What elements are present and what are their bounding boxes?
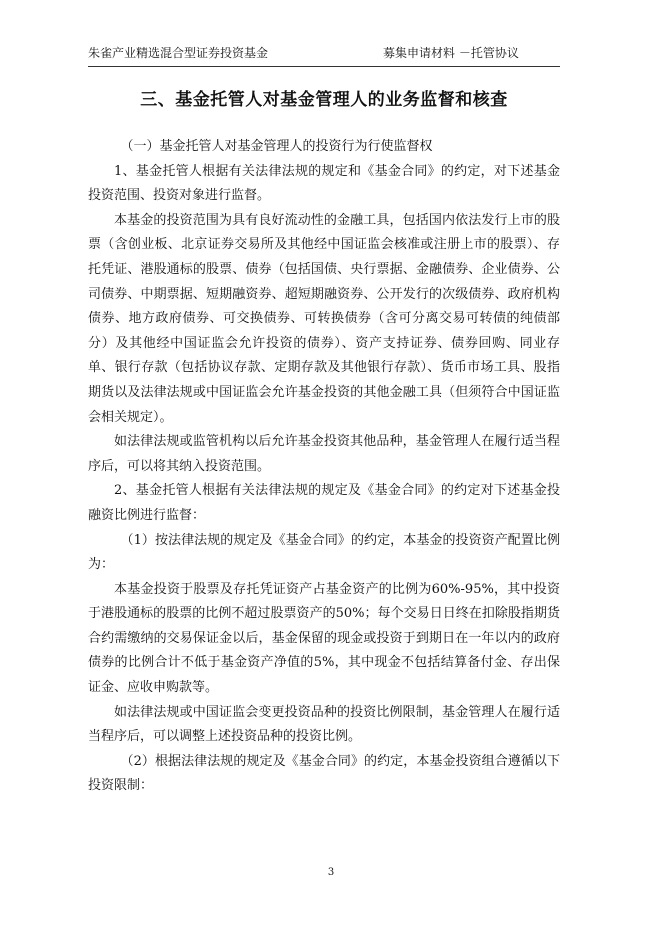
document-body [88,135,560,799]
paragraph-investment-scope-supervision: 1、基金托管人根据有关法律法规的规定和《基金合同》的约定，对下述基金投资范围、投资对象进行监督。 [88,163,560,204]
paragraph-investment-restrictions: （2）根据法律法规的规定及《基金合同》的约定，本基金投资组合遵循以下投资限制： [88,753,560,794]
paragraph-supervision-heading: （一）基金托管人对基金管理人的投资行为行使监督权 [120,139,433,154]
header-fund-name: 朱雀产业精选混合型证券投资基金 [88,46,269,60]
page-number: 3 [327,867,335,878]
header-document-type: 募集申请材料 －托管协议 [383,46,519,60]
paragraph-new-products: 如法律法规或监管机构以后允许基金投资其他品种，基金管理人在履行适当程序后，可以将其纳入投资范围。 [88,434,560,474]
paragraph-ratio-adjustment: 如法律法规或中国证监会变更投资品种的投资比例限制，基金管理人在履行适当程序后，可以调整上述投资品种的投资比例。 [88,704,560,745]
paragraph-allocation-ratio: 本基金投资于股票及存托凭证资产占基金资产的比例为60%-95%，其中投资于港股通标的股票的比例不超过股票资产的50%；每个交易日日终在扣除股指期货合约需缴纳的交易保证金以后，基金保留的现金或投资于到期日在一年以内的政府债券的比例合计不低于基金资产净值的5%，其中现金不包括结算备付金、存出保证金、应收申购款等。 [88,581,560,696]
paragraph-ratio-supervision: 2、基金托管人根据有关法律法规的规定及《基金合同》的约定对下述基金投融资比例进行监督： [88,483,560,523]
section-title: 三、基金托管人对基金管理人的业务监督和核查 [140,90,508,110]
paragraph-allocation-heading: （1）按法律法规的规定及《基金合同》的约定，本基金的投资资产配置比例为： [88,532,560,573]
paragraph-investment-scope: 本基金的投资范围为具有良好流动性的金融工具，包括国内依法发行上市的股票（含创业板、北京证券交易所及其他经中国证监会核准或注册上市的股票）、存托凭证、港股通标的股票、债券（包括国债、央行票据、金融债券、企业债券、公司债券、中期票据、短期融资券、超短期融资券、公开发行的次级债券、政府机构债券、地方政府债券、可交换债券、可转换债券（含可分离交易可转债的纯债部分）及其他经中国证监会允许投资的债券）、资产支持证券、债券回购、同业存单、银行存款（包括协议存款、定期存款及其他银行存款）、货币市场工具、股指期货以及法律法规或中国证监会允许基金投资的其他金融工具（但须符合中国证监会相关规定）。 [88,212,560,425]
page-header [88,44,560,67]
